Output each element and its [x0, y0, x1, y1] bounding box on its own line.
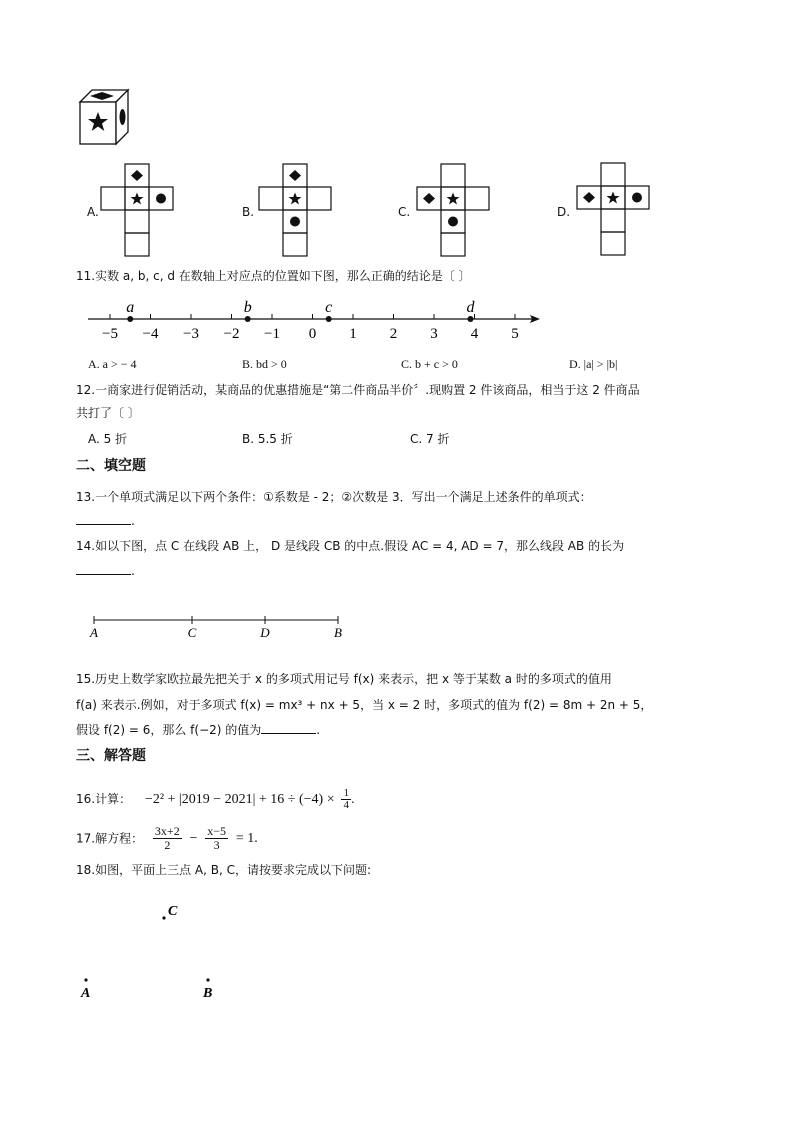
net-option-d [576, 162, 654, 258]
point-a-dot [84, 978, 87, 981]
option-label-a: A. [87, 205, 99, 219]
section-heading-fill-blank: 二、填空题 [76, 458, 146, 474]
q16-problem: 16.计算： −2² + |2019 − 2021| + 16 ÷ (−4) × $\frac{1}{4}$ . [76, 787, 355, 811]
tick-label: −5 [102, 326, 118, 342]
point-d-dot [467, 316, 473, 322]
q14-answer-line: . [76, 562, 135, 579]
point-label-c: C [187, 625, 197, 640]
tick-label: 0 [308, 326, 317, 342]
option-label-d: D. [557, 205, 571, 219]
point-label-c: C [168, 904, 178, 919]
point-label-c: c [325, 299, 333, 316]
point-label-d: d [466, 299, 475, 316]
point-label-a: A [81, 986, 91, 1001]
tick-label: −4 [142, 326, 159, 342]
point-label-b: B [334, 625, 342, 640]
tick-label: −3 [183, 326, 199, 342]
q16-expression: −2² + |2019 − 2021| + 16 ÷ (−4) × [144, 792, 335, 807]
net-option-c [416, 163, 494, 259]
q15-line2: f(a) 来表示.例如，对于多项式 f(x) = mx³ + nx + 5，当 x = 2 时，多项式的值为 f(2) = 8m + 2n + 5， [76, 698, 653, 712]
point-label-b: B [203, 986, 213, 1001]
q11-option-c: C. b + c > 0 [401, 357, 458, 371]
q12-option-a: A. 5 折 [88, 432, 128, 446]
q15-line1: 15.历史上数学家欧拉最先把关于 x 的多项式用记号 f(x) 来表示，把 x 等于某数 a 时的多项式的值用 [76, 672, 612, 686]
section-heading-solve: 三、解答题 [76, 748, 146, 764]
tick-label: 2 [389, 326, 398, 342]
point-label-b: b [243, 299, 252, 316]
q17-fraction-1: $\frac{3x+2}{2}$ [154, 824, 180, 852]
tick-label: 3 [430, 326, 438, 342]
q17-fraction-2: $\frac{x-5}{3}$ [207, 824, 227, 852]
q15-line3: 假设 f(2) = 6，那么 f(−2) 的值为 . [76, 723, 321, 737]
three-points-figure [76, 896, 236, 1006]
net-option-a [100, 163, 178, 259]
diamond-icon [131, 170, 143, 181]
q17-problem: 17.解方程： $\frac{3x+2}{2}$ − $\frac{x-5}{3}$ = 1. [76, 824, 258, 852]
q12-stem-line1: 12.一商家进行促销活动，某商品的优惠措施是“第二件商品半价〞.现购置 2 件该商品，相当于这 2 件商品 [76, 383, 640, 397]
q11-option-d: D. |a| > |b| [569, 357, 618, 371]
answer-blank [261, 721, 316, 734]
answer-blank [76, 562, 131, 575]
q11-option-a: A. a > − 4 [88, 357, 137, 371]
option-label-c: C. [398, 205, 411, 219]
q12-option-c: C. 7 折 [410, 432, 450, 446]
point-a-dot [127, 316, 133, 322]
tick-label: 1 [349, 326, 357, 342]
q13-answer-line: . [76, 512, 135, 529]
q12-stem-line2: 共打了〔 〕 [76, 406, 140, 420]
point-b-dot [245, 316, 251, 322]
cube-figure [76, 86, 132, 148]
q13-stem: 13.一个单项式满足以下两个条件：①系数是 - 2；②次数是 3．写出一个满足上述条件的单项式： [76, 490, 592, 504]
point-label-a: A [90, 625, 98, 640]
point-c-dot [326, 316, 332, 322]
net-option-b [258, 163, 336, 259]
q18-stem: 18.如图，平面上三点 A, B, C，请按要求完成以下问题: [76, 863, 372, 877]
point-label-a: a [126, 299, 135, 316]
number-line [80, 292, 550, 344]
star-icon [131, 193, 144, 205]
segment-figure [86, 612, 346, 642]
tick-label: −1 [264, 326, 280, 342]
answer-blank [76, 512, 131, 525]
point-b-dot [206, 978, 209, 981]
q11-stem: 11.实数 a, b, c, d 在数轴上对应点的位置如下图，那么正确的结论是〔 〕 [76, 269, 471, 283]
q12-option-b: B. 5.5 折 [242, 432, 293, 446]
tick-label: 4 [470, 326, 479, 342]
point-c-dot [162, 916, 165, 919]
tick-label: −2 [223, 326, 240, 342]
point-label-d: D [260, 625, 270, 640]
option-label-b: B. [242, 205, 255, 219]
q14-stem: 14.如以下图，点 C 在线段 AB 上， D 是线段 CB 的中点.假设 AC = 4, AD = 7，那么线段 AB 的长为 [76, 539, 625, 553]
q16-fraction: $\frac{1}{4}$ [343, 787, 349, 811]
tick-label: 5 [511, 326, 519, 342]
q11-option-b: B. bd > 0 [242, 357, 287, 371]
circle-icon [156, 194, 166, 204]
